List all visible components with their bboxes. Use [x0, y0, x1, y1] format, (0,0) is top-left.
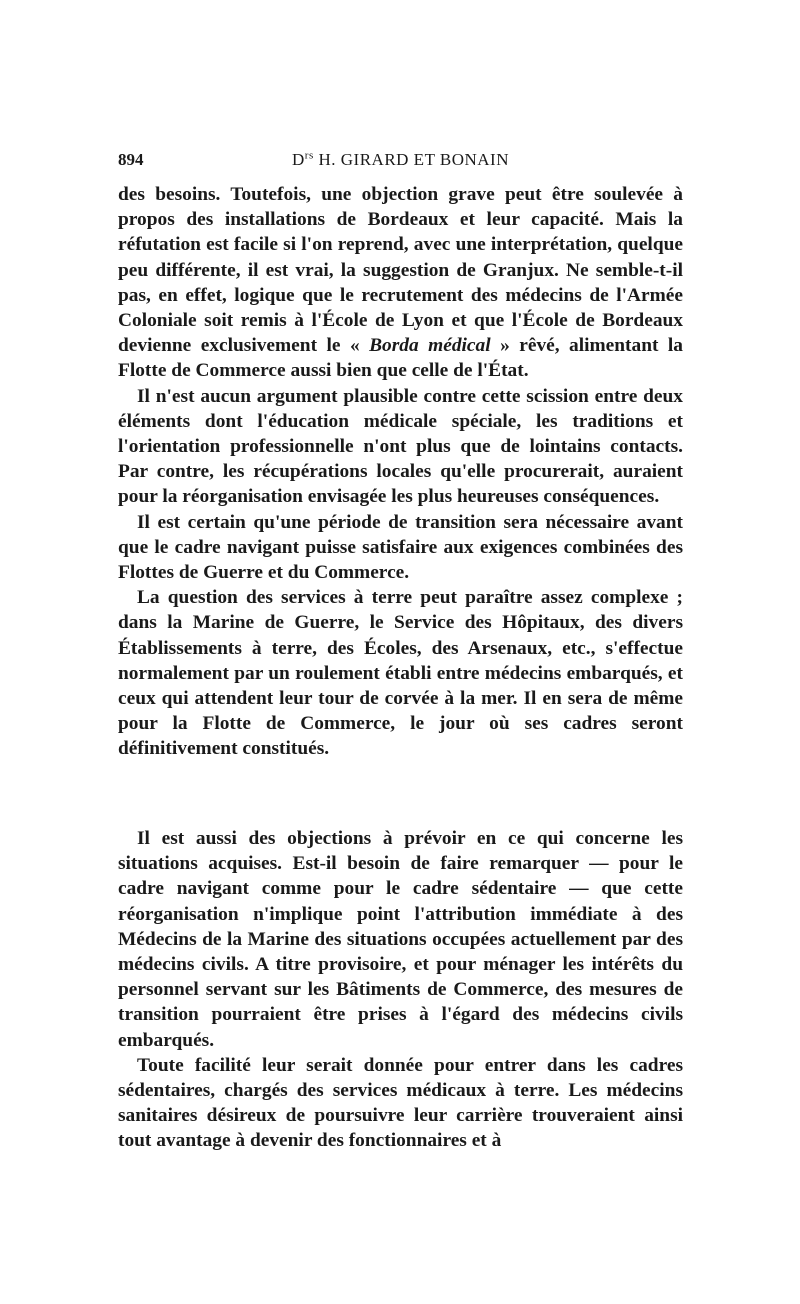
- paragraph: [118, 182, 683, 384]
- italic-term: Borda médical: [369, 335, 491, 357]
- paragraph-text: » rêvé, alimentant la Flotte de Commerce aussi bien que celle de l'État.: [118, 335, 683, 382]
- paragraph-text: des besoins. Toutefois, une objection grave peut être soulevée à propos des installations de Bordeaux et leur capacité. Mais la réfutation est facile si l'on reprend, avec une interprétation, quelque peu différente, il est vrai, la suggestion de Granjux. Ne semble-t-il pas, en effet, logique que le recrutement des médecins de l'Armée Coloniale soit remis à l'École de Lyon et que l'École de Bordeaux devienne exclusivement le «: [118, 184, 683, 357]
- paragraph: Il n'est aucun argument plausible contre cette scission entre deux éléments dont l'éducation médicale spéciale, les traditions et l'orientation professionnelle n'ont plus que de lointains contacts. Par contre, les récupérations locales qu'elle procurerait, auraient pour la réorganisation envisagée les plus heureuses conséquences.: [118, 385, 683, 508]
- paragraph: Toute facilité leur serait donnée pour entrer dans les cadres sédentaires, chargés des services médicaux à terre. Les médecins sanitaires désireux de poursuivre leur carrière trouveraient ainsi tout avantage à devenir des fonctionnaires et à: [118, 1054, 683, 1152]
- paragraph: Il est aussi des objections à prévoir en ce qui concerne les situations acquises. Est-il besoin de faire remarquer — pour le cadre navigant comme pour le cadre sédentaire — que cette réorganisation n'implique point l'attribution immédiate à des Médecins de la Marine des situations occupées actuellement par des médecins civils. A titre provisoire, et pour ménager les intérêts du personnel servant sur les Bâtiments de Commerce, des mesures de transition pourraient être prises à l'égard des médecins civils embarqués.: [118, 828, 683, 1051]
- body-text-upper: [118, 182, 683, 762]
- body-text-lower: [118, 826, 683, 1154]
- title-authors: H. GIRARD ET BONAIN: [313, 150, 509, 169]
- running-header: [118, 148, 683, 172]
- page-number: 894: [118, 150, 144, 169]
- paragraph: La question des services à terre peut paraître assez complexe ; dans la Marine de Guerre, le Service des Hôpitaux, des divers Établissements à terre, des Écoles, des Arsenaux, etc., s'effectue normalement par un roulement établi entre médecins embarqués, et ceux qui attendent leur tour de corvée à la mer. Il en sera de même pour la Flotte de Commerce, le jour où ses cadres seront définitivement constitués.: [118, 587, 683, 760]
- running-title: [118, 148, 683, 172]
- paragraph: Il est certain qu'une période de transition sera nécessaire avant que le cadre navigant puisse satisfaire aux exigences combinées des Flottes de Guerre et du Commerce.: [118, 511, 683, 584]
- title-prefix: D: [292, 150, 305, 169]
- title-superscript: rs: [304, 149, 314, 162]
